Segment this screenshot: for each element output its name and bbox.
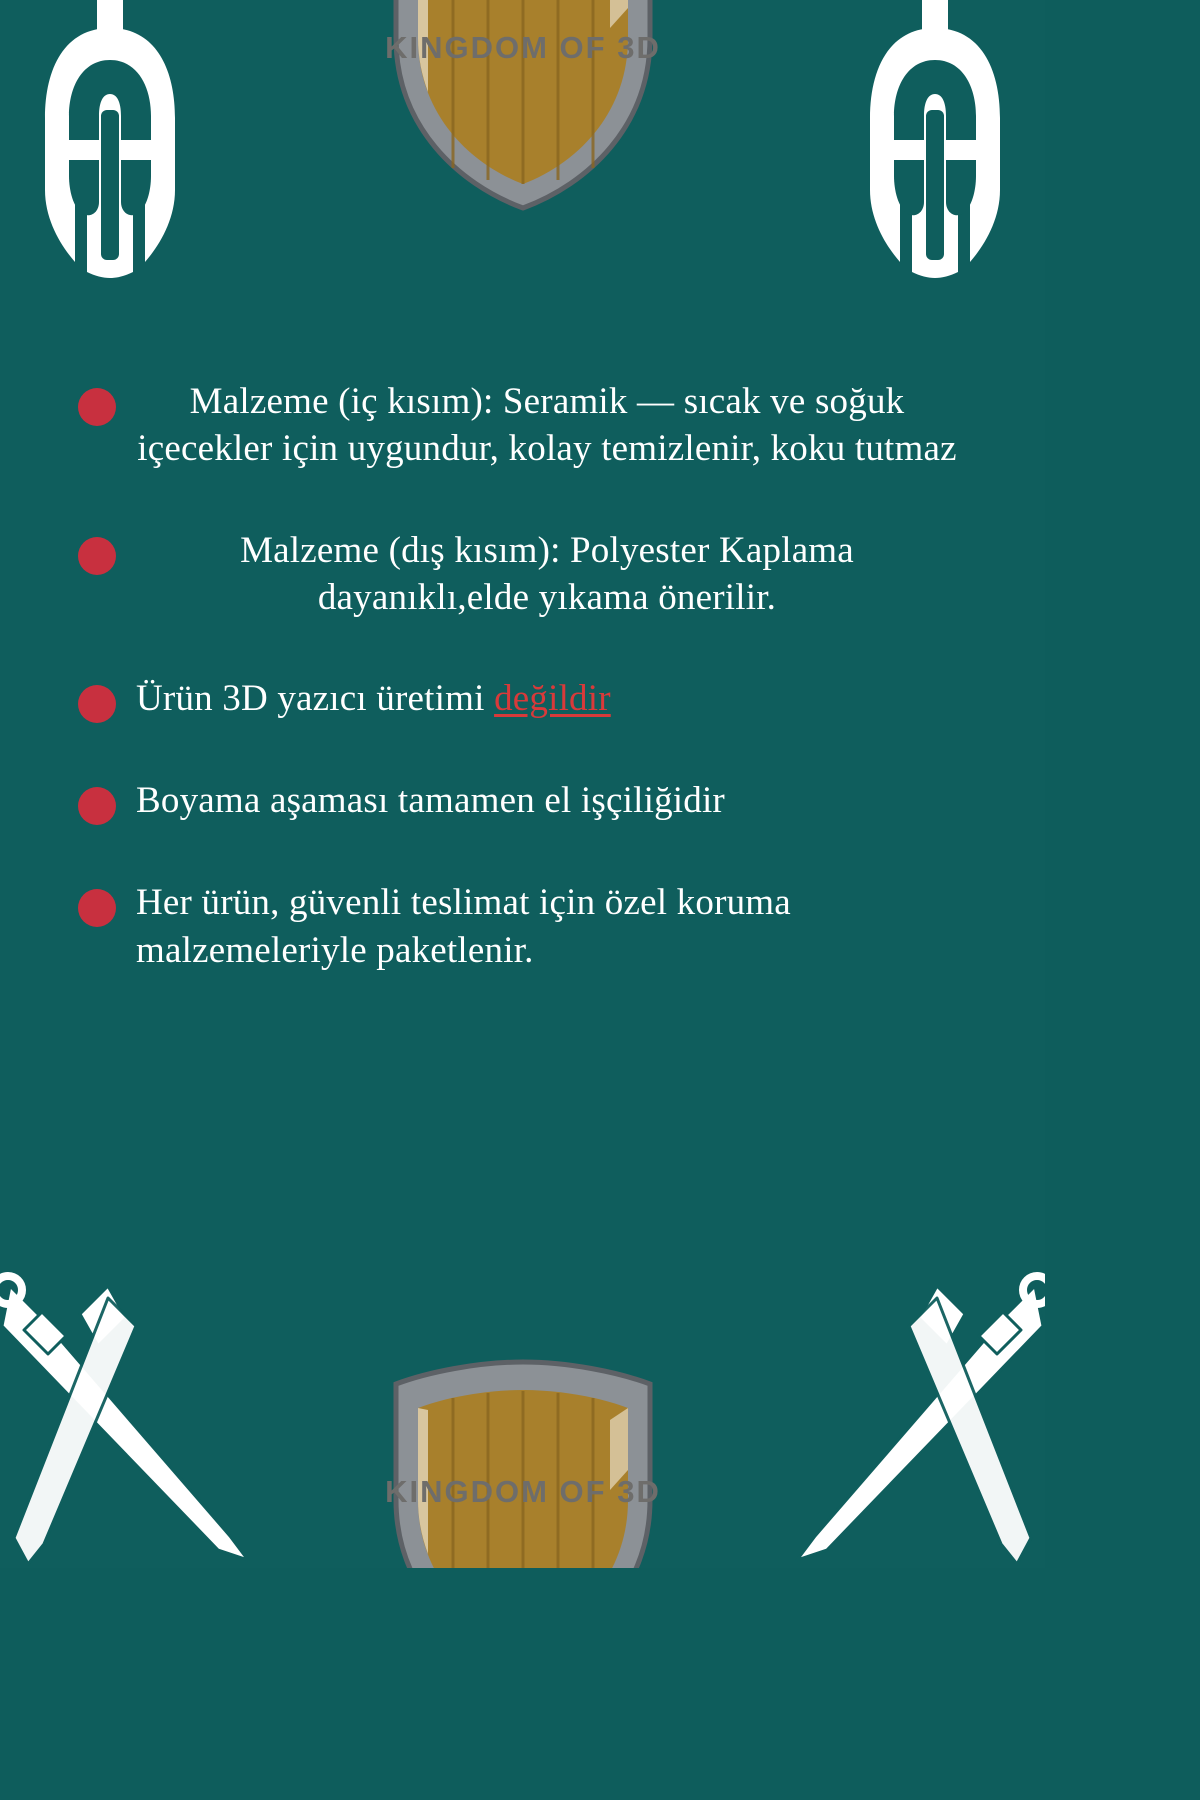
list-item-label: Her ürün, güvenli teslimat için özel koruma malzemeleriyle paketlenir.	[136, 882, 791, 971]
list-item	[78, 777, 968, 825]
feature-bullet-list	[78, 378, 968, 974]
bullet-dot-icon	[78, 685, 116, 723]
list-item	[78, 879, 968, 974]
list-item-label: Malzeme (dış kısım): Polyester Kaplama dayanıklı,elde yıkama önerilir.	[240, 529, 854, 619]
list-item	[78, 527, 968, 622]
list-item-emphasis: değildir	[494, 678, 611, 720]
shield-emblem-bottom	[358, 1350, 688, 1568]
bullet-dot-icon	[78, 537, 116, 575]
list-item-label: Malzeme (iç kısım): Seramik — sıcak ve soğuk içecekler için uygundur, kolay temizlenir, koku tutmaz	[137, 381, 957, 470]
list-item	[78, 378, 968, 473]
bullet-dot-icon	[78, 388, 116, 426]
crossed-swords-icon	[0, 1268, 280, 1568]
shield-label: KINGDOM OF 3D	[384, 1474, 661, 1509]
list-item-label	[136, 675, 968, 722]
bullet-dot-icon	[78, 889, 116, 927]
list-item-label: Boyama aşaması tamamen el işçiliğidir	[136, 780, 725, 822]
crossed-swords-icon	[765, 1268, 1045, 1568]
spartan-helmet-icon	[35, 0, 185, 290]
list-item-text-before: Ürün 3D yazıcı üretimi	[136, 678, 495, 720]
shield-emblem-top	[358, 0, 688, 218]
list-item	[78, 675, 968, 723]
shield-label: KINGDOM OF 3D	[384, 30, 661, 65]
spartan-helmet-icon	[860, 0, 1010, 290]
bullet-dot-icon	[78, 787, 116, 825]
